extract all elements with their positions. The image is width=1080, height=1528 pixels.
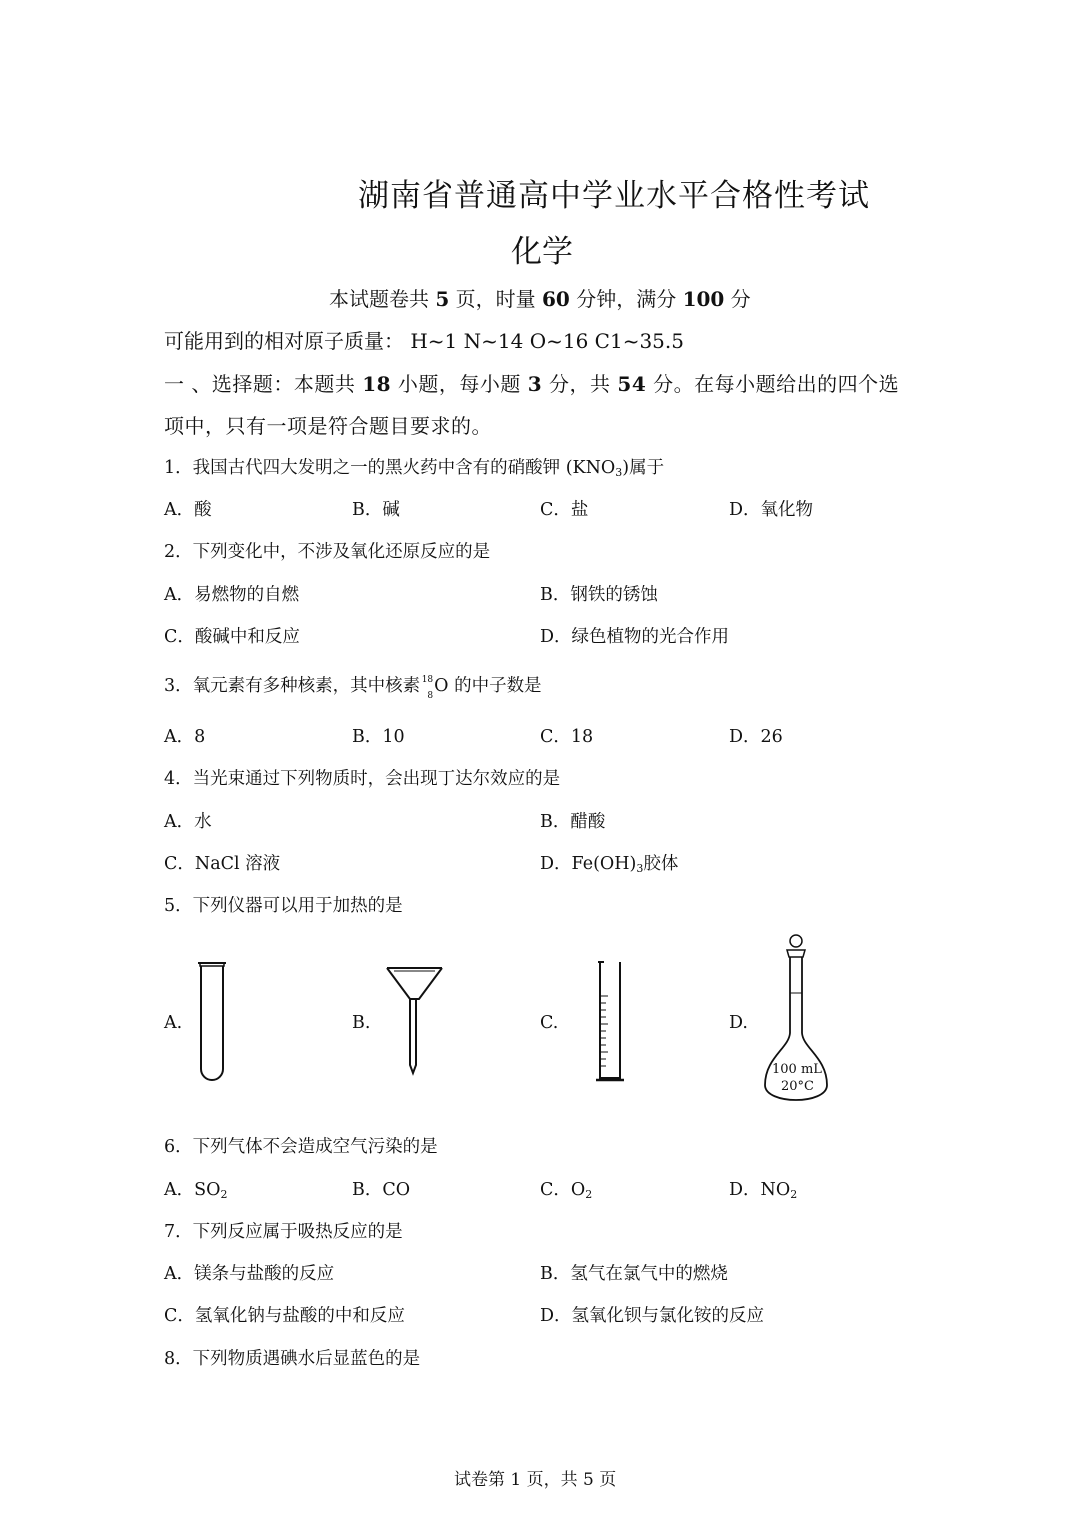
q2-option-d[interactable]: D．绿色植物的光合作用 xyxy=(540,627,730,647)
q2-option-c[interactable]: C．酸碱中和反应 xyxy=(164,627,300,647)
q1-option-b[interactable]: B．碱 xyxy=(352,500,400,520)
question-5: 5．下列仪器可以用于加热的是 xyxy=(164,896,403,916)
question-8: 8．下列物质遇碘水后显蓝色的是 xyxy=(164,1349,421,1369)
q5-option-b[interactable]: B. xyxy=(352,1013,371,1033)
q3-option-b[interactable]: B．10 xyxy=(352,727,405,747)
isotope-notation: 18 8 xyxy=(421,675,434,701)
exam-info: 本试题卷共 5 页，时量 60 分钟，满分 100 分 xyxy=(329,287,751,311)
exam-title: 湖南省普通高中学业水平合格性考试 xyxy=(358,178,870,214)
test-tube-image xyxy=(195,958,229,1086)
page-footer: 试卷第 1 页，共 5 页 xyxy=(454,1470,617,1490)
q6-option-b[interactable]: B．CO xyxy=(352,1180,411,1200)
q7-option-b[interactable]: B．氢气在氯气中的燃烧 xyxy=(540,1264,728,1284)
question-4: 4．当光束通过下列物质时，会出现丁达尔效应的是 xyxy=(164,769,561,789)
graduated-cylinder-image xyxy=(592,958,628,1086)
q5-option-c[interactable]: C. xyxy=(540,1013,559,1033)
question-1: 1．我国古代四大发明之一的黑火药中含有的硝酸钾 $(KNO_3)$属于 xyxy=(164,458,665,479)
atomic-masses: 可能用到的相对原子质量： H~1 N~14 O~16 C1~35.5 xyxy=(164,329,684,353)
flask-temp-label: 20°C xyxy=(781,1079,814,1094)
q5-option-a[interactable]: A. xyxy=(164,1013,183,1033)
q2-option-b[interactable]: B．钢铁的锈蚀 xyxy=(540,585,658,605)
q6-option-a[interactable]: A．$SO_2$ xyxy=(164,1180,228,1201)
q7-option-c[interactable]: C．氢氧化钠与盐酸的中和反应 xyxy=(164,1306,405,1326)
question-3: 3．氧元素有多种核素，其中核素 18 8 O 的中子数是 xyxy=(164,675,542,701)
section-heading-cont: 项中，只有一项是符合题目要求的。 xyxy=(164,414,492,438)
q5-option-d[interactable]: D. xyxy=(729,1013,748,1033)
q1-option-a[interactable]: A．酸 xyxy=(164,500,212,520)
q3-option-c[interactable]: C．18 xyxy=(540,727,594,747)
q2-option-a[interactable]: A．易燃物的自燃 xyxy=(164,585,300,605)
q4-option-c[interactable]: C．NaCl 溶液 xyxy=(164,854,281,874)
question-6: 6．下列气体不会造成空气污染的是 xyxy=(164,1137,438,1157)
q4-option-a[interactable]: A．水 xyxy=(164,812,212,832)
q1-option-d[interactable]: D．氧化物 xyxy=(729,500,814,520)
subject-title: 化学 xyxy=(511,234,573,270)
q3-option-a[interactable]: A．8 xyxy=(164,727,206,747)
q1-option-c[interactable]: C．盐 xyxy=(540,500,589,520)
q7-option-a[interactable]: A．镁条与盐酸的反应 xyxy=(164,1264,335,1284)
q7-option-d[interactable]: D．氢氧化钡与氯化铵的反应 xyxy=(540,1306,765,1326)
flask-volume-label: 100 mL xyxy=(772,1062,822,1077)
q6-option-c[interactable]: C．$O_2$ xyxy=(540,1180,593,1201)
funnel-image xyxy=(385,965,445,1077)
question-2: 2．下列变化中，不涉及氧化还原反应的是 xyxy=(164,542,491,562)
q4-option-d[interactable]: D．$Fe(OH)_3$胶体 xyxy=(540,854,679,875)
q4-option-b[interactable]: B．醋酸 xyxy=(540,812,606,832)
section-heading: 一 、选择题：本题共 18 小题，每小题 3 分，共 54 分。在每小题给出的四个选 xyxy=(164,372,900,396)
q6-option-d[interactable]: D．$NO_2$ xyxy=(729,1180,798,1201)
question-7: 7．下列反应属于吸热反应的是 xyxy=(164,1222,403,1242)
q3-option-d[interactable]: D．26 xyxy=(729,727,783,747)
